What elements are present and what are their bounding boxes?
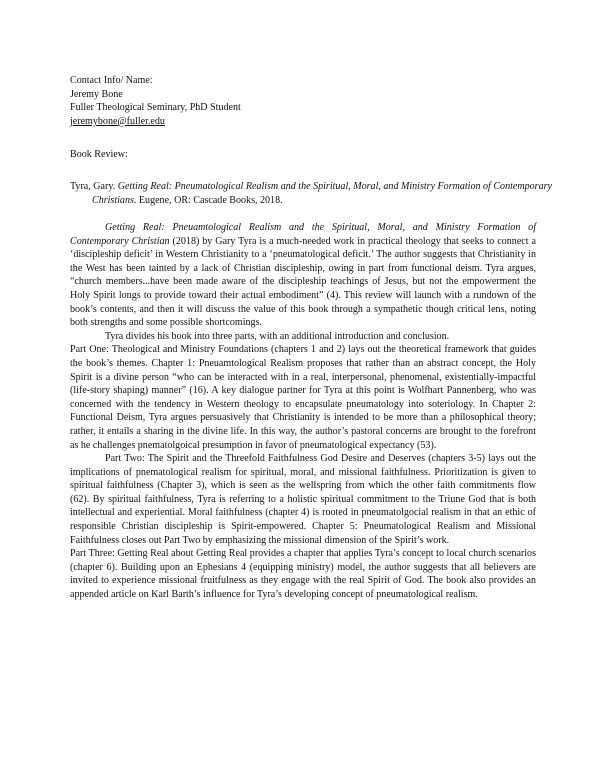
review-paragraph-3: Part One: Theological and Ministry Foundations (chapters 1 and 2) lays out the theoretical framework that guides the book’s themes. Chapter 1: Pneuamtological Realism proposes that rather than an abstract concept, the Holy Spirit is a divine person “who can be interacted with in a real, interpersonal, phenomenal, existentially-impactful (life-story shaping) manner” (16). A key dialogue partner for Tyra at this point is Wolfhart Pannenberg, who was concerned with the tendency in Western theology to encapsulate pneumatology into soteriology. In Chapter 2: Functional Deism, Tyra argues persuasively that Christianity is intended to be more than a philosophical theory; rather, it entails a sharing in the divine life. In this way, the author’s pastoral concerns are brought to the forefront as he challenges pnematolgoical presumption in favor of pneumatological expectancy (53).: [70, 344, 536, 451]
review-paragraph-5: Part Three: Getting Real about Getting Real provides a chapter that applies Tyra’s concept to local church scenarios (chapter 6). Building upon an Ephesians 4 (equipping ministry) model, the author suggests that all believers are invited to experience missional fruitfulness as they engage with the real Spirit of God. The book also provides an appended article on Karl Barth’s influence for Tyra’s developing concept of pneumatological realism.: [70, 548, 536, 601]
citation-title: Getting Real: Pneumatological Realism and the Spiritual, Moral, and Ministry Formation of Contemporary Christians: [92, 181, 552, 206]
book-citation: [70, 180, 557, 207]
author-name: Jeremy Bone: [70, 88, 123, 100]
author-affiliation: Fuller Theological Seminary, PhD Student: [70, 102, 241, 114]
review-paragraph-4: Part Two: The Spirit and the Threefold Faithfulness God Desire and Deserves (chapters 3-5) lays out the implications of pnematological realism for spiritual, moral, and missional faithfulness. Prioritization is given to spiritual faithfulness (Chapter 3), which is seen as the wellspring from which the other faith commitments flow (62). By spiritual faithfulness, Tyra is referring to a holistic spiritual commitment to the Triune God that is both intellectual and experiential. Moral faithfulness (chapter 4) is rooted in pneumatolgocial realism in that an ethic of responsible Christian discipleship is Spirit-empowered. Chapter 5: Pneumatological Realism and Missional Faithfulness closes out Part Two by emphasizing the missional dimension of the Spirit’s work.: [70, 453, 536, 546]
section-heading: Book Review:: [70, 149, 128, 160]
review-book-title: Getting Real: Pneuamtological Realism and the Spiritual, Moral, and Ministry Formation of Contemporary Christian: [70, 222, 536, 247]
citation-publisher: . Eugene, OR: Cascade Books, 2018.: [133, 194, 283, 206]
review-paragraph-2: Tyra divides his book into three parts, with an additional introduction and conclusion.: [105, 330, 450, 342]
citation-author: Tyra, Gary.: [70, 181, 116, 192]
contact-label: Contact Info/ Name:: [70, 75, 153, 86]
review-paragraph-1: Getting Real: Pneuamtological Realism and the Spiritual, Moral, and Ministry Formation of Contemporary Christian (2018) by Gary Tyra is a much-needed work in practical theology that seeks to connect a ‘discipleship deficit’ in Western Christianity to a ‘pneumatological deficit.’ The author suggests that Christianity in the West has been tainted by a lack of Christian discipleship, owing in part from functional deism. Tyra argues, “church members...have been made aware of the discipleship teachings of Jesus, but not the empowerment the Holy Spirit longs to provide toward their actual embodiment” (4). This review will launch with a rundown of the book’s contents, and then it will discuss the value of this book through a sympathetic though critical lens, noting both strengths and some possible shortcomings.: [70, 222, 536, 329]
review-body: [70, 221, 536, 602]
author-email-link[interactable]: jeremybone@fuller.edu: [70, 115, 165, 127]
contact-block: [70, 74, 540, 128]
